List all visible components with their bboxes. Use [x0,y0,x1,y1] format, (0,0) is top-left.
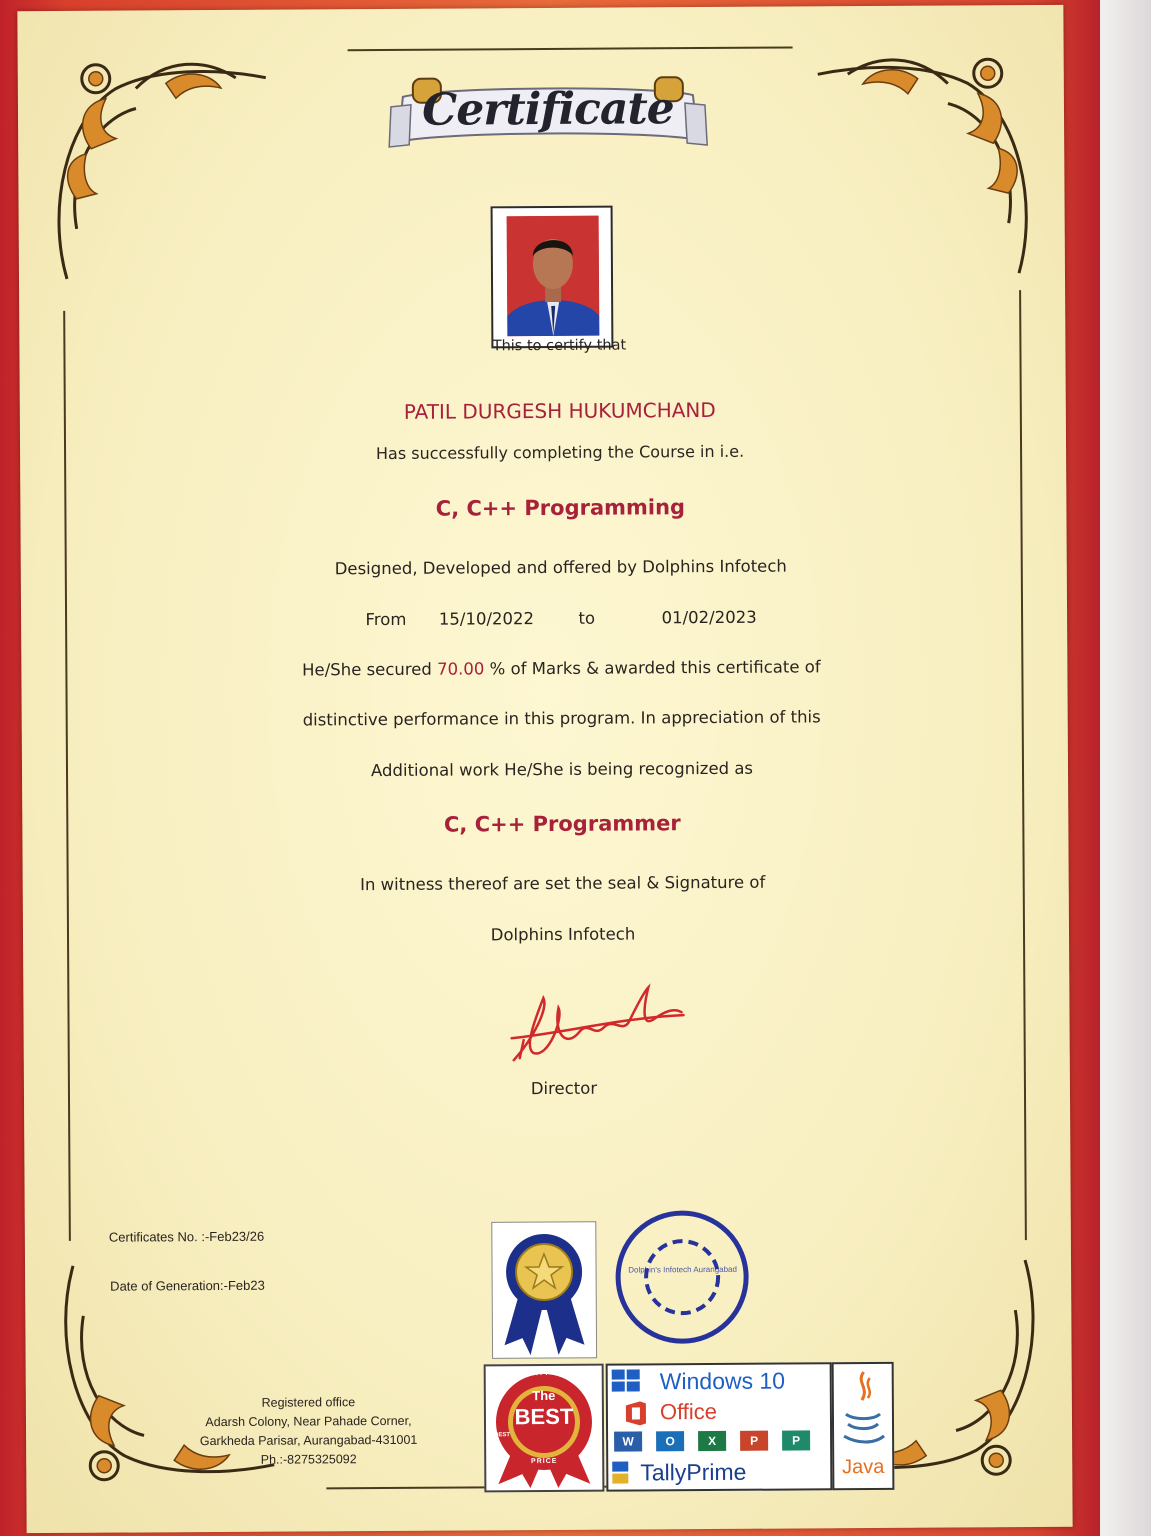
certificate-number: Certificates No. :-Feb23/26 [108,1228,265,1245]
course-name: C, C++ Programming [435,495,686,521]
outlook-icon: O [656,1431,684,1451]
badge-ring-bottom: PRICE [531,1457,558,1466]
certificate-banner [383,65,714,167]
excel-icon: X [698,1431,726,1451]
office-line2: Garkheda Parisar, Aurangabad-431001 [199,1432,418,1449]
top-border-line [348,46,793,51]
ornament-top-left-icon [35,28,287,290]
tally-label: TallyPrime [640,1458,747,1486]
marks-value: 70.00 [437,659,485,679]
best-quality-badge [484,1364,605,1493]
office-heading: Registered office [261,1395,356,1410]
badge-the: The [532,1387,556,1404]
word-icon: W [614,1431,642,1451]
company-seal [610,1207,756,1348]
office-logo-row [610,1398,828,1427]
from-label: From [365,609,407,630]
secured-prefix: He/She secured [302,659,432,680]
performance-text: distinctive performance in this program. In appreciation of this [302,707,821,730]
seal-stamp-icon [610,1207,756,1348]
recipient-photo-frame [491,206,614,349]
recipient-name: PATIL DURGESH HUKUMCHAND [403,397,716,424]
secured-suffix: % of Marks & awarded this certificate of [489,657,821,679]
tally-icon [610,1459,632,1485]
to-label: to [578,608,596,628]
java-logo [832,1362,895,1490]
ornament-bottom-left-icon [43,1255,295,1517]
java-label: Java [842,1455,885,1479]
award-ribbon-icon [490,1220,599,1361]
badge-ring-text: QUALITY BEST [512,1369,576,1378]
from-date: 15/10/2022 [438,609,535,629]
offered-by-text: Designed, Developed and offered by Dolphins Infotech [334,556,787,579]
director-signature-icon [503,977,694,1073]
witness-text: In witness thereof are set the seal & Signature of [360,872,766,895]
windows-label: Windows 10 [659,1367,786,1395]
office-phone: Ph.:-8275325092 [260,1452,357,1467]
signatory-title: Director [530,1078,598,1099]
person-portrait-icon [507,216,600,337]
completion-text: Has successfully completing the Course in i.e. [375,441,745,464]
date-range-row [21,606,1101,632]
additional-text: Additional work He/She is being recognized as [370,758,754,781]
java-cup-icon [834,1368,893,1458]
marks-row [21,656,1101,682]
recipient-photo [507,216,600,337]
badge-best: BEST [514,1403,574,1430]
tally-logo-row [610,1458,828,1487]
seal-text: Dolphin's Infotech Aurangabad [628,1264,737,1275]
publisher-icon: P [782,1430,810,1450]
software-logos [606,1362,833,1491]
registered-office [186,1393,431,1470]
windows-logo-row [610,1366,828,1395]
certificate-title: Certificate [422,83,674,136]
intro-text: This to certify that [492,337,627,355]
powerpoint-icon: P [740,1431,768,1451]
ornament-top-right-icon [797,23,1049,285]
certificate-sheet [17,5,1072,1533]
office-line1: Adarsh Colony, Near Pahade Corner, [205,1413,412,1430]
office-label: Office [659,1398,718,1425]
badge-side-left: BEST [494,1432,511,1439]
to-date: 01/02/2023 [661,607,757,628]
company-name: Dolphins Infotech [490,924,636,945]
windows-icon [610,1367,644,1393]
generation-date: Date of Generation:-Feb23 [110,1277,265,1294]
office-apps-row [614,1430,828,1453]
office-icon [622,1399,656,1427]
recognized-title: C, C++ Programmer [443,811,681,837]
